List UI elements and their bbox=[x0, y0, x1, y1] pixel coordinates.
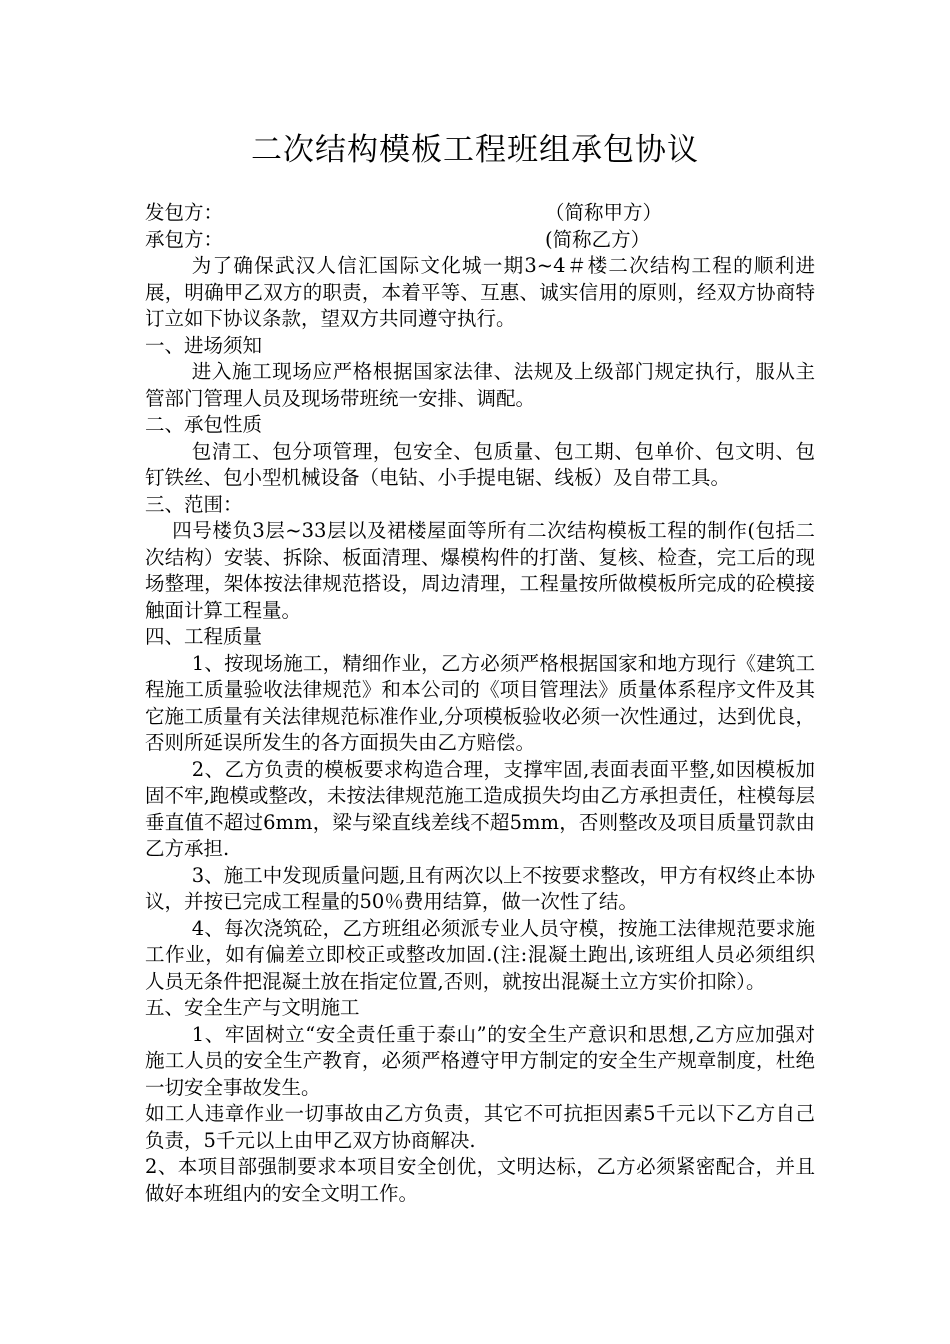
contractor-alias: (简称乙方） bbox=[545, 227, 651, 251]
section-paragraph: 四号楼负3层~33层以及裙楼屋面等所有二次结构模板工程的制作(包括二次结构）安装、拆除、板面清理、爆模构件的打凿、复核、检查，完工后的现场整理，架体按法律规范搭设，周边清理，工程量按所做模板所完成的砼模接触面计算工程量。 bbox=[145, 519, 815, 622]
section-heading: 四、工程质量 bbox=[145, 625, 263, 648]
contractor-row bbox=[145, 227, 815, 254]
section-paragraph: 包清工、包分项管理，包安全、包质量、包工期、包单价、包文明、包钉铁丝、包小型机械设备（电钻、小手提电锯、线板）及自带工具。 bbox=[145, 439, 815, 489]
section-heading: 二、承包性质 bbox=[145, 413, 263, 436]
section-paragraph: 4、每次浇筑砼，乙方班组必须派专业人员守模，按施工法律规范要求施工作业，如有偏差立即校正或整改加固.(注:混凝土跑出,该班组人员必须组织人员无条件把混凝土放在指定位置,否则，就按出混凝土立方实价扣除）。 bbox=[145, 916, 815, 993]
section-paragraph: 1、牢固树立“安全责任重于泰山”的安全生产意识和思想,乙方应加强对施工人员的安全生产教育，必须严格遵守甲方制定的安全生产规章制度，杜绝一切安全事故发生。 bbox=[145, 1022, 815, 1099]
document-body bbox=[145, 200, 815, 1207]
section-paragraph: 3、施工中发现质量问题,且有两次以上不按要求整改，甲方有权终止本协议，并按已完成工程量的50％费用结算，做一次性了结。 bbox=[145, 863, 815, 913]
section-paragraph: 2、乙方负责的模板要求构造合理，支撑牢固,表面表面平整,如因模板加固不牢,跑模或整改，未按法律规范施工造成损失均由乙方承担责任，柱模每层垂直值不超过6mm，梁与梁直线差线不超5mm，否则整改及项目质量罚款由乙方承担. bbox=[145, 757, 815, 860]
section-heading: 三、范围： bbox=[145, 492, 243, 516]
section-paragraph: 1、按现场施工，精细作业，乙方必须严格根据国家和地方现行《建筑工程施工质量验收法律规范》和本公司的《项目管理法》质量体系程序文件及其它施工质量有关法律规范标准作业,分项模板验收必须一次性通过，达到优良，否则所延误所发生的各方面损失由乙方赔偿。 bbox=[145, 651, 815, 754]
document-title: 二次结构模板工程班组承包协议 bbox=[251, 132, 699, 168]
employer-alias: （简称甲方） bbox=[545, 201, 663, 224]
employer-row bbox=[145, 200, 815, 227]
contractor-label: 承包方： bbox=[145, 227, 224, 251]
section-heading: 五、安全生产与文明施工 bbox=[145, 996, 360, 1019]
section-paragraph: 进入施工现场应严格根据国家法律、法规及上级部门规定执行，服从主管部门管理人员及现场带班统一安排、调配。 bbox=[145, 360, 815, 410]
employer-label: 发包方： bbox=[145, 201, 224, 224]
section-heading: 一、进场须知 bbox=[145, 333, 263, 357]
section-paragraph: 2、本项目部强制要求本项目安全创优，文明达标，乙方必须紧密配合，并且做好本班组内的安全文明工作。 bbox=[145, 1155, 815, 1205]
section-paragraph: 如工人违章作业一切事故由乙方负责，其它不可抗拒因素5千元以下乙方自己负责，5千元以上由甲乙双方协商解决. bbox=[145, 1102, 815, 1152]
intro-paragraph: 为了确保武汉人信汇国际文化城一期3~4＃楼二次结构工程的顺利进展，明确甲乙双方的职责，本着平等、互惠、诚实信用的原则，经双方协商特订立如下协议条款，望双方共同遵守执行。 bbox=[145, 254, 815, 330]
